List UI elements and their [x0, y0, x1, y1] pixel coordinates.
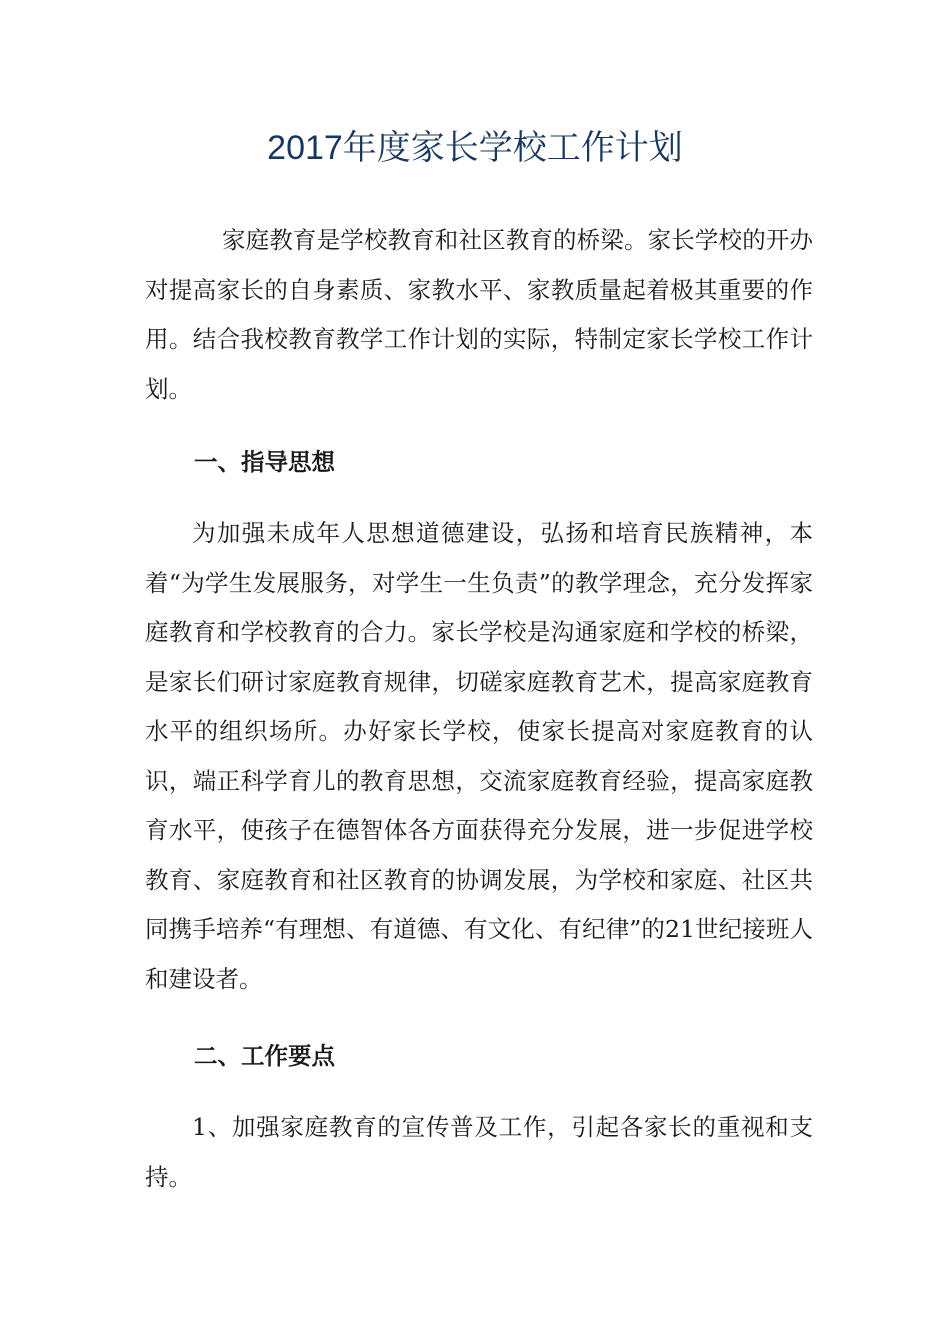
section-heading-guiding-ideology: 一、指导思想	[194, 448, 335, 476]
section-heading-work-points: 二、工作要点	[194, 1042, 335, 1070]
section-paragraph-work-points: 1、加强家庭教育的宣传普及工作，引起各家长的重视和支持。	[145, 1113, 813, 1191]
section-paragraph-guiding-ideology: 为加强未成年人思想道德建设，弘扬和培育民族精神，本着“为学生发展服务，对学生一生负责”的教学理念，充分发挥家庭教育和学校教育的合力。家长学校是沟通家庭和学校的桥梁，是家长们研讨家庭教育规律，切磋家庭教育艺术，提高家庭教育水平的组织场所。办好家长学校，使家长提高对家庭教育的认识，端正科学育儿的教育思想，交流家庭教育经验，提高家庭教育水平，使孩子在德智体各方面获得充分发展，进一步促进学校教育、家庭教育和社区教育的协调发展，为学校和家庭、社区共同携手培养“有理想、有道德、有文化、有纪律”的21世纪接班人和建设者。	[145, 519, 813, 993]
document-title: 2017年度家长学校工作计划	[267, 129, 683, 167]
intro-paragraph: 家庭教育是学校教育和社区教育的桥梁。家长学校的开办对提高家长的自身素质、家教水平、家教质量起着极其重要的作用。结合我校教育教学工作计划的实际，特制定家长学校工作计划。	[145, 226, 813, 403]
